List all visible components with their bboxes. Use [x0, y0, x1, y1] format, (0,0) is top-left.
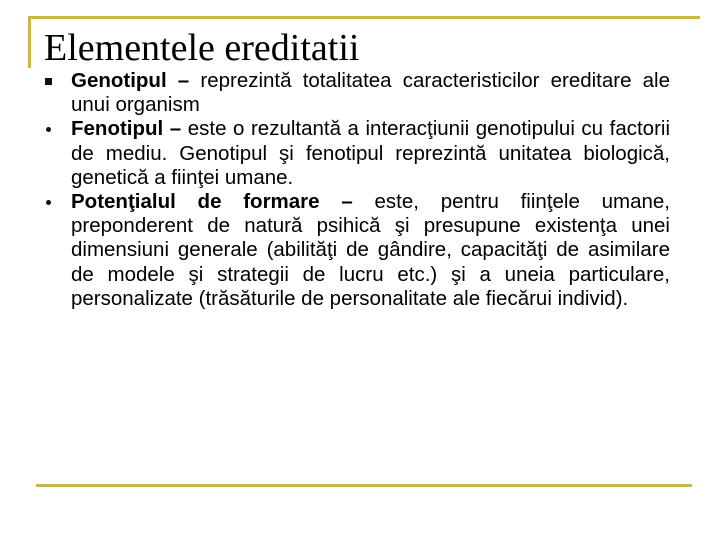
- item-text: reprezintă totalitatea caracteristicilor ereditare ale unui organism: [71, 69, 671, 117]
- item-text: este o rezultantă a interacţiunii genotipului cu factorii de mediu. Genotipul şi fenotipul reprezintă unitatea biologică, genetică a fiinţei umane.: [71, 117, 670, 189]
- square-bullet-icon: [44, 69, 56, 93]
- frame-top-line: [28, 16, 700, 19]
- term-genotipul: [71, 69, 200, 92]
- item-text: este, pentru fiinţele umane, preponderent de natură psihică şi presupune existenţa unei dimensiuni generale (abilităţi de gândire, capacităţi de asimilare de modele şi strategii de lucru etc.) şi a uneia particulare, personalizate (trăsăturile de personalitate ale fiecărui individ).: [71, 190, 671, 310]
- term-label: Fenotipul: [71, 117, 164, 141]
- dot-bullet-icon: [44, 190, 56, 214]
- list-item-genotipul: [44, 69, 670, 117]
- bullet-list: [44, 69, 670, 311]
- term-separator: –: [319, 190, 375, 214]
- list-item-potentialul: [44, 190, 670, 311]
- term-label: Genotipul: [71, 69, 167, 92]
- frame-bottom-line: [36, 484, 692, 487]
- dot-bullet-icon: [44, 117, 56, 141]
- term-label: Potenţialul de formare: [71, 190, 320, 214]
- term-potentialul: [71, 190, 375, 213]
- frame-left-line: [28, 16, 31, 68]
- term-separator: –: [166, 69, 201, 92]
- term-fenotipul: [71, 117, 188, 140]
- term-separator: –: [163, 117, 188, 141]
- list-item-fenotipul: [44, 117, 670, 190]
- slide-title: Elementele ereditatii: [44, 27, 360, 69]
